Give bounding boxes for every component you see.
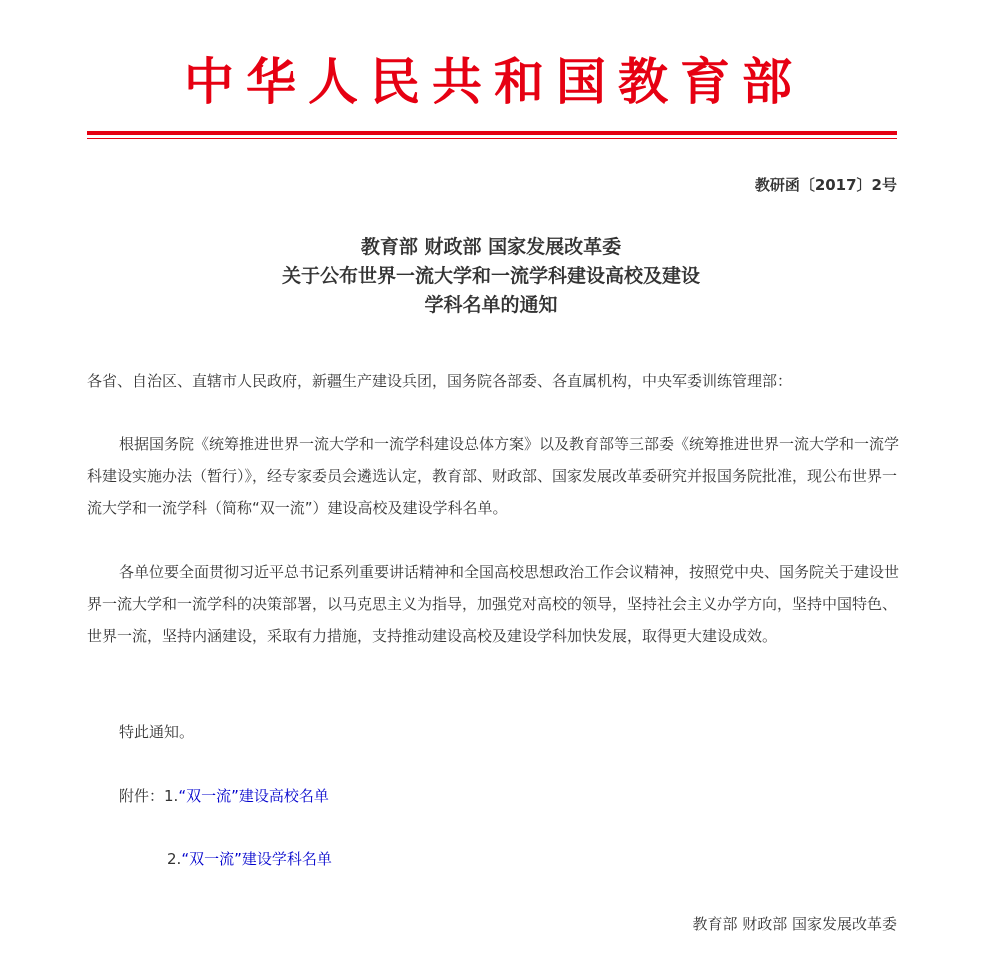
attachment-row-1	[87, 780, 899, 812]
document-number: 教研函〔2017〕2号	[754, 176, 897, 194]
ministry-title: 中华人民共和国教育部	[184, 52, 804, 111]
closing-remark: 特此通知。	[119, 723, 195, 741]
document-heading	[0, 233, 982, 320]
attachment-row-2	[87, 843, 899, 875]
heading-line-2: 关于公布世界一流大学和一流学科建设高校及建设	[281, 265, 700, 287]
body-paragraph-1: 根据国务院《统筹推进世界一流大学和一流学科建设总体方案》以及教育部等三部委《统筹推进世界一流大学和一流学科建设实施办法（暂行）》，经专家委员会遴选认定，教育部、财政部、国家发展改革委研究并报国务院批准，现公布世界一流大学和一流学科（简称“双一流”）建设高校及建设学科名单。	[87, 435, 900, 517]
signature: 教育部 财政部 国家发展改革委	[692, 915, 897, 933]
heading-line-3: 学科名单的通知	[424, 294, 558, 316]
attachment-1-link[interactable]: “双一流”建设高校名单	[178, 787, 329, 805]
header-divider-thick	[87, 131, 897, 135]
salutation: 各省、自治区、直辖市人民政府，新疆生产建设兵团，国务院各部委、各直属机构，中央军委训练管理部：	[87, 372, 793, 390]
attachment-label: 附件：	[119, 787, 165, 805]
heading-line-1: 教育部 财政部 国家发展改革委	[360, 236, 622, 258]
attachment-2-number: 2.	[167, 850, 182, 868]
attachment-2-link[interactable]: “双一流”建设学科名单	[181, 850, 332, 868]
header-divider-thin	[87, 138, 897, 139]
attachment-1-number: 1.	[164, 787, 179, 805]
body-paragraph-2: 各单位要全面贯彻习近平总书记系列重要讲话精神和全国高校思想政治工作会议精神，按照党中央、国务院关于建设世界一流大学和一流学科的决策部署，以马克思主义为指导，加强党对高校的领导，坚持社会主义办学方向，坚持中国特色、世界一流，坚持内涵建设，采取有力措施，支持推动建设高校及建设学科加快发展，取得更大建设成效。	[87, 563, 900, 645]
